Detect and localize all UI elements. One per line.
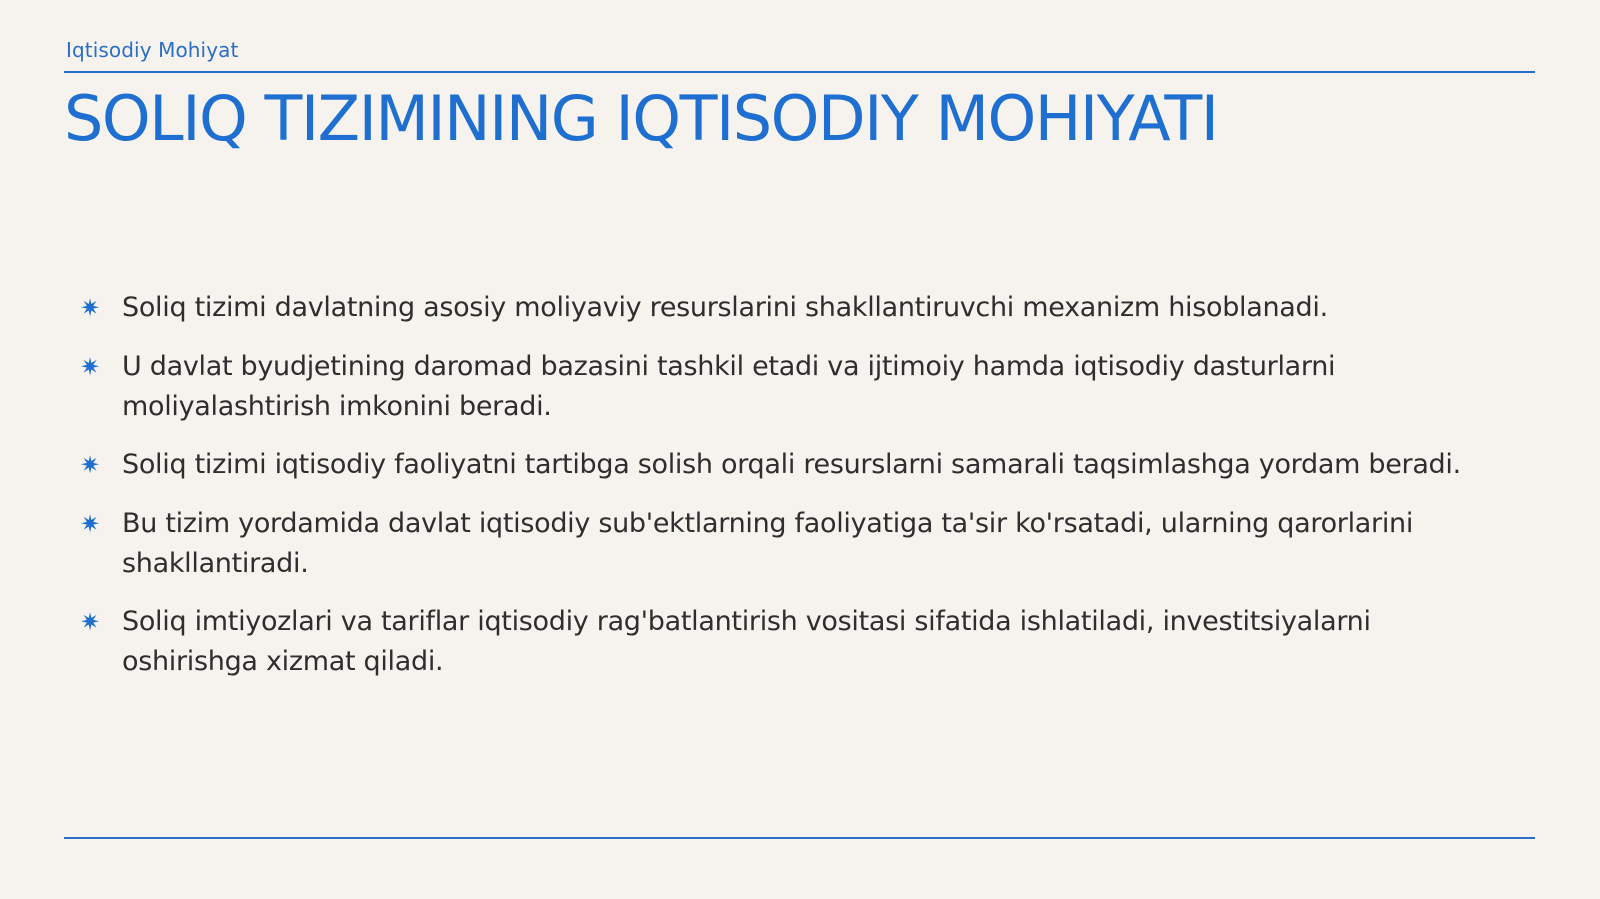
asterisk-icon: ✷ [80,510,101,538]
bottom-divider [64,837,1535,839]
page-title: SOLIQ TIZIMINING IQTISODIY MOHIYATI [64,82,1218,155]
section-kicker: Iqtisodiy Mohiyat [66,38,239,62]
bullet-item [80,445,1500,485]
bullet-item [80,602,1500,681]
asterisk-icon: ✷ [80,608,101,636]
asterisk-icon: ✷ [80,294,101,322]
bullet-text: Soliq imtiyozlari va tariflar iqtisodiy rag'batlantirish vositasi sifatida ishlatiladi, investitsiyalarni oshirishga xizmat qiladi. [122,606,1371,677]
bullet-text: Bu tizim yordamida davlat iqtisodiy sub'ektlarning faoliyatiga ta'sir ko'rsatadi, ularning qarorlarini shakllantiradi. [122,508,1414,579]
asterisk-icon: ✷ [80,451,101,479]
asterisk-icon: ✷ [80,353,101,381]
bullet-text: Soliq tizimi davlatning asosiy moliyaviy resurslarini shakllantiruvchi mexanizm hisoblanadi. [122,292,1328,323]
bullet-list [80,288,1500,700]
bullet-text: U davlat byudjetining daromad bazasini tashkil etadi va ijtimoiy hamda iqtisodiy dasturlarni moliyalashtirish imkonini beradi. [122,351,1336,422]
bullet-item [80,347,1500,426]
bullet-item [80,504,1500,583]
top-divider [64,71,1535,73]
bullet-text: Soliq tizimi iqtisodiy faoliyatni tartibga solish orqali resurslarni samarali taqsimlashga yordam beradi. [122,449,1461,480]
bullet-item [80,288,1500,328]
